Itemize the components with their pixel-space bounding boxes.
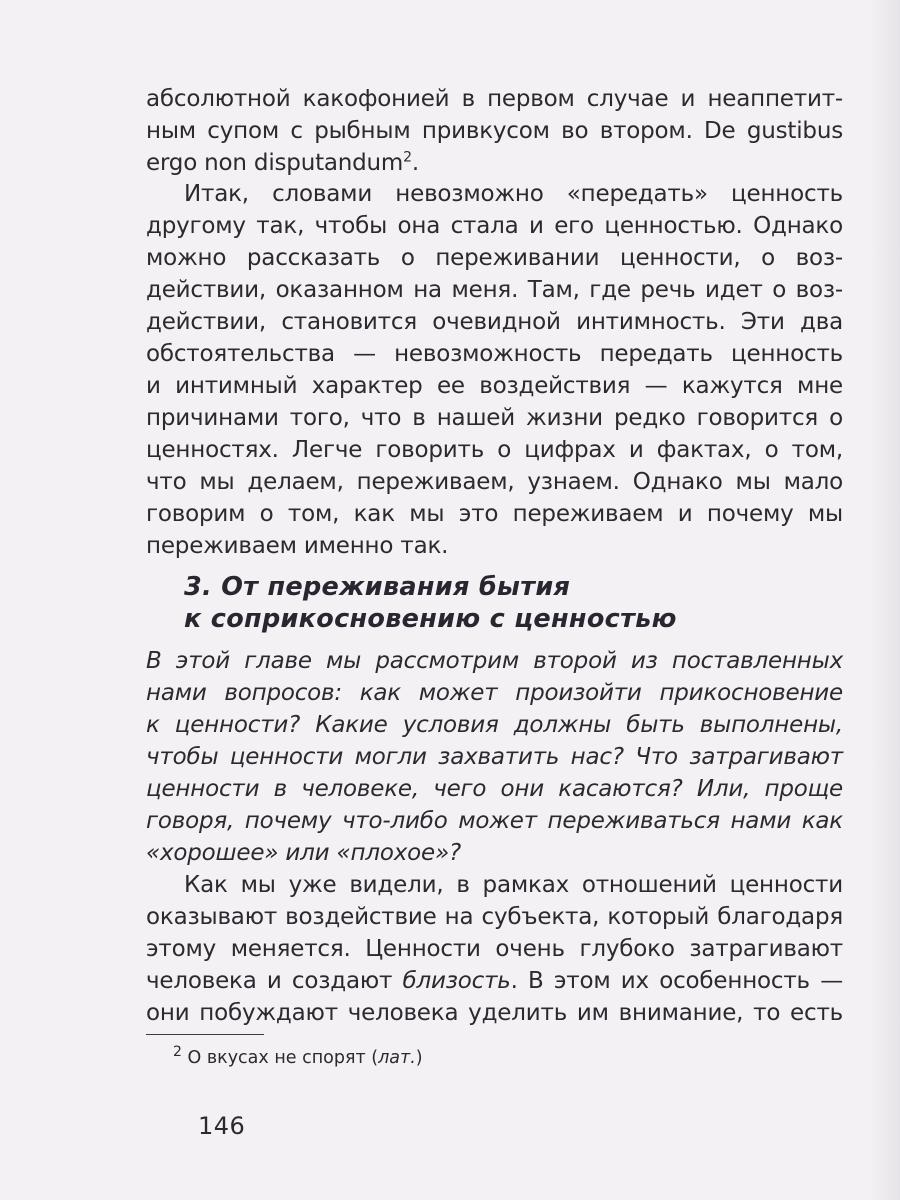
paragraph-line: абсолютной какофонией в первом случае и неаппетит-	[146, 86, 843, 112]
paragraph-line: Итак, словами невозможно «передать» ценность	[184, 181, 843, 207]
footnote-divider	[146, 1034, 264, 1035]
paragraph-line: действии, оказанном на меня. Там, где речь идет о воз-	[146, 277, 843, 303]
paragraph-text: . В этом их особенность —	[510, 968, 843, 994]
intro-line: В этой главе мы рассмотрим второй из поставленных	[146, 648, 843, 674]
footnote-reference: 2	[403, 149, 412, 166]
paragraph-line: можно рассказать о переживании ценности, о воз-	[146, 245, 843, 271]
intro-line: к ценности? Какие условия должны быть выполнены,	[146, 712, 843, 738]
footnote	[173, 1044, 423, 1068]
paragraph-line: ным супом с рыбным привкусом во втором. De gustibus	[146, 118, 843, 144]
paragraph-line: переживаем именно так.	[146, 533, 449, 559]
page-number: 146	[198, 1112, 246, 1140]
page-edge-shadow	[870, 0, 900, 1200]
section-heading-line-1: 3. От переживания бытия	[184, 572, 571, 602]
intro-line: говоря, почему что-либо может переживаться нами как	[146, 808, 843, 834]
paragraph-line: этому меняется. Ценности очень глубоко затрагивают	[146, 936, 843, 962]
paragraph-line: другому так, чтобы она стала и его ценностью. Однако	[146, 213, 843, 239]
paragraph-line: обстоятельства — невозможность передать ценность	[146, 341, 843, 367]
paragraph-line: действии, становится очевидной интимность. Эти два	[146, 309, 843, 335]
paragraph-last-line: ergo non disputandum$^2$.	[146, 149, 419, 176]
paragraph-line: ценностях. Легче говорить о цифрах и фактах, о том,	[146, 437, 843, 463]
paragraph-line: что мы делаем, переживаем, узнаем. Однако мы мало	[146, 469, 843, 495]
intro-line: «хорошее» или «плохое»?	[146, 840, 461, 866]
paragraph-line-mixed	[146, 968, 843, 994]
paragraph-text: человека и создают	[146, 968, 403, 994]
paragraph-line: Как мы уже видели, в рамках отношений ценности	[184, 872, 843, 898]
paragraph-line: говорим о том, как мы это переживаем и почему мы	[146, 501, 843, 527]
intro-line: ценности в человеке, чего они касаются? Или, проще	[146, 776, 843, 802]
footnote-italic: лат.	[378, 1048, 416, 1068]
paragraph-line: оказывают воздействие на субъекта, который благодаря	[146, 904, 843, 930]
footnote-close: )	[415, 1048, 423, 1068]
intro-line: чтобы ценности могли захватить нас? Что затрагивают	[146, 744, 843, 770]
paragraph-text: ergo non disputandum	[146, 150, 404, 176]
section-heading-line-2: к соприкосновению с ценностью	[184, 604, 677, 634]
emphasis-text: близость	[402, 968, 511, 994]
paragraph-line: и интимный характер ее воздействия — кажутся мне	[146, 373, 843, 399]
paragraph-line: они побуждают человека уделить им внимание, то есть	[146, 1000, 843, 1026]
footnote-text: О вкусах не спорят (	[181, 1048, 379, 1068]
footnote-number: 2	[173, 1044, 182, 1061]
paragraph-line: причинами того, что в нашей жизни редко говорится о	[146, 405, 843, 431]
intro-line: нами вопросов: как может произойти прикосновение	[146, 680, 843, 706]
